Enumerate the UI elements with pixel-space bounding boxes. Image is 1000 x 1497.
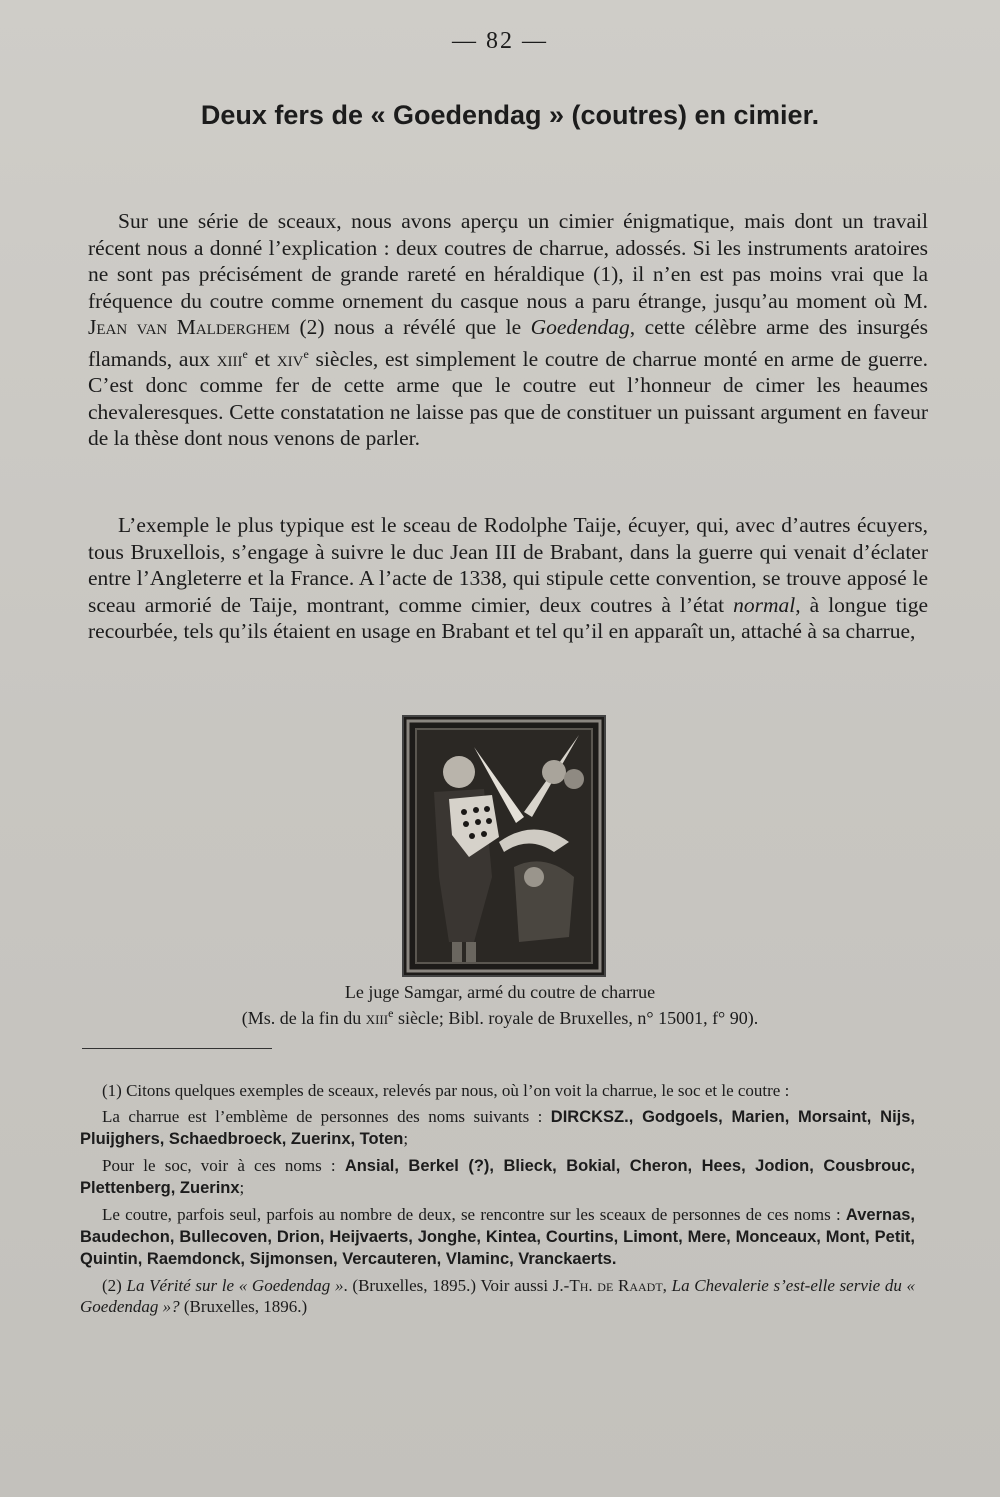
author-name: Th. de Raadt — [569, 1276, 663, 1295]
page-number: — 82 — — [452, 28, 548, 54]
text-run: ; — [239, 1178, 245, 1197]
text-run: ; — [403, 1129, 409, 1148]
text-run: siècle; Bibl. royale de Bruxelles, n° 15001, f° 90). — [393, 1008, 759, 1028]
name-list: Ansial, Berkel (?), Blieck, Bokial, Cheron, Hees, Jodion, Cousbrouc, Plettenberg, Zuerinx — [80, 1157, 915, 1197]
footnote-1-intro: (1) Citons quelques exemples de sceaux, relevés par nous, où l’on voit la charrue, le soc et le coutre : — [102, 1081, 790, 1100]
footnote-1-charrue — [80, 1106, 915, 1150]
text-run: La charrue est l’emblème de personnes des noms suivants : — [102, 1107, 551, 1126]
name-list: DIRCKSZ., Godgoels, Marien, Morsaint, Nijs, Pluijghers, Schaedbroeck, Zuerinx, Toten — [80, 1108, 915, 1148]
century-numeral: xiii — [365, 1008, 389, 1028]
text-run: (2) nous a révélé que le — [289, 315, 531, 339]
name-list: Avernas, Baudechon, Bullecoven, Drion, Heijvaerts, Jonghe, Kintea, Courtins, Limont, Mere, Monceaux, Mont, Petit, Quintin, Raemdonck, Sijmonsen, Vercauteren, Vlaminc, Vranckaerts. — [80, 1206, 915, 1268]
footnote-1-soc — [80, 1155, 915, 1199]
author-name: Jean van Malderghem — [88, 315, 290, 339]
text-run: , cette célèbre arme des insurgés flamands, aux — [88, 315, 928, 371]
book-title: La Vérité sur le « Goedendag » — [126, 1276, 344, 1295]
text-run: L’exemple le plus typique est le sceau de Rodolphe Taije, écuyer, qui, avec d’autres écuyers, tous Bruxellois, s’engage à suivre le duc Jean III de Brabant, dans la guerre qui venait d’éclater entre l’Angleterre et la France. A l’acte de 1338, qui stipule cette convention, se trouve apposé le sceau armorié de Taije, montrant, comme cimier, deux coutres à l’état — [88, 513, 928, 617]
century-numeral: xiii — [216, 346, 243, 371]
footnote-1-coutre — [80, 1204, 915, 1270]
emphasis: Goedendag — [530, 315, 630, 339]
figure-caption-title: Le juge Samgar, armé du coutre de charrue — [344, 982, 656, 1002]
text-run: Le coutre, parfois seul, parfois au nombre de deux, se rencontre sur les sceaux de personnes de ces noms : — [102, 1205, 846, 1224]
text-run: Pour le soc, voir à ces noms : — [102, 1156, 345, 1175]
text-run: et — [247, 346, 277, 371]
text-run: à longue tige recourbée, tels qu’ils étaient en usage en Brabant et tel qu’il en apparaît un, attaché à sa charrue, — [88, 592, 928, 643]
body-paragraph-2 — [88, 512, 928, 645]
body-paragraph-1 — [88, 208, 928, 452]
footnote-2 — [80, 1275, 915, 1317]
century-numeral: xiv — [276, 346, 304, 371]
emphasis: normal, — [733, 592, 801, 617]
text-run: siècles, est simplement le coutre de charrue monté en arme de guerre. C’est donc comme fer de cette arme que le coutre eut l’honneur de cimer les heaumes chevaleresques. Cette constatation ne laisse pas que de constituer un puissant argument en faveur de la thèse dont nous venons de parler. — [88, 346, 928, 451]
text-run: . (Bruxelles, 1895.) Voir aussi J.- — [343, 1276, 570, 1295]
text-run: Sur une série de sceaux, nous avons aperçu un cimier énigmatique, mais dont un travail récent nous a donné l’explication : deux coutres de charrue, adossés. Si les instruments aratoires ne sont pas précisément de grande rareté en héraldique (1), il n’en est pas moins vrai que la fréquence du coutre comme ornement du casque nous a paru étrange, jusqu’au moment où M. — [88, 209, 928, 313]
page-title: Deux fers de « Goedendag » (coutres) en cimier. — [200, 100, 820, 130]
footnotes — [80, 1080, 915, 1322]
figure-caption-source — [120, 1006, 880, 1029]
text-run: (2) — [102, 1276, 127, 1295]
superscript: e — [388, 1006, 394, 1020]
text-run: , — [662, 1276, 672, 1295]
text-run: (Ms. de la fin du — [241, 1008, 366, 1028]
footnote-separator — [82, 1048, 272, 1049]
book-title: La Chevalerie s’est-elle servie du « Goedendag »? — [80, 1276, 916, 1316]
superscript: e — [242, 346, 248, 361]
illustration-drawing — [404, 717, 604, 975]
superscript: e — [303, 346, 309, 361]
manuscript-illustration — [402, 715, 606, 977]
text-run: (Bruxelles, 1896.) — [179, 1297, 308, 1316]
